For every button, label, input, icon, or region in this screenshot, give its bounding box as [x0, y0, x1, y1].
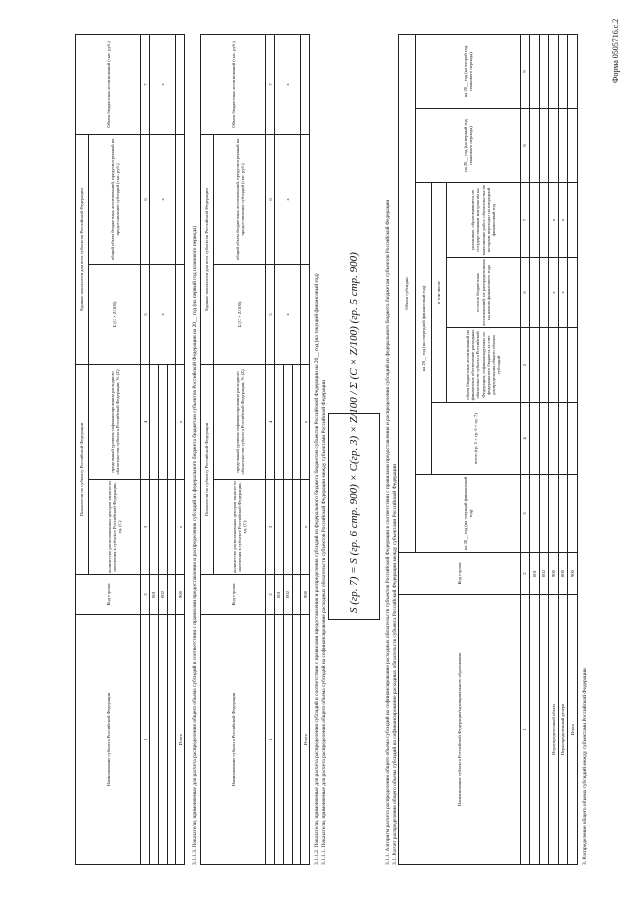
s311-col-sum: Σ (C × Z/100) [214, 264, 266, 364]
s311-col-z: предельный уровень софинансирования расходного обязательства субъекта Российской Федерации, % (Z) [214, 364, 266, 479]
s312-col-code: Код строки [76, 575, 141, 615]
s312-col-c: количество расположенных центров занятости населения в субъекте Российской Федерации, ед. (С) [89, 480, 141, 575]
s311-code-001: 001 [275, 575, 284, 615]
s3-col-name: Наименование субъекта Российской Федерации/муниципального образования [399, 595, 521, 865]
s3-row-empty [539, 595, 549, 865]
s312-col-z: предельный уровень софинансирования расходного обязательства субъекта Российской Федерации, % (Z) [89, 364, 141, 479]
s3-num-6: 6 [520, 258, 530, 328]
section311-sub: 3.1.1.2. Показатели, применяемые для расчета распределения субсидий в соответствии с правилами предоставления и распределения субсидий из федерального бюджета бюджетам субъектов Российской Федерации на 20__ год (на текущий финансовый год) [314, 273, 320, 865]
s3-row-undist: Нераспределенный объем [549, 595, 559, 865]
s3-code-002: 002 [539, 553, 549, 595]
s312-code-001: 001 [150, 575, 159, 615]
s3-code-001: 001 [530, 553, 540, 595]
s3-code-undist: 900 [549, 553, 559, 595]
s3-num-9: 9 [520, 35, 530, 109]
s3-row-empty [530, 595, 540, 865]
s3-code-total: 900 [568, 553, 578, 595]
s311-col-group: Показатели по субъекту Российской Федерации [201, 364, 214, 574]
s3-col-volume: Объем субсидии [399, 35, 416, 553]
s3-num-4: 4 [520, 403, 530, 475]
section311-table: Наименование субъекта Российской Федерации Код строки Показатели по субъекту Российской Федерации Единые показатели для всех субъектов Российской Федерации Объем бюджетных ассигнований (тыс. руб.) количество расположенных центров занятости населения в субъекте Российской Федерации, ед. (С) предельный уровень софинансирования расходного обязательства субъекта Российской Федерации, % (Z) Σ (C × Z/100) общий объем бюджетных ассигнований, предусмотренный на предоставление субсидий (тыс. руб.) 1 2 3 4 5 6 7 001 x x x 002 Итого 900 x x [200, 34, 310, 865]
s311-col-vol2: Объем бюджетных ассигнований (тыс. руб.) [201, 34, 266, 134]
s3-num-5: 5 [520, 328, 530, 403]
s312-col-vol: общий объем бюджетных ассигнований, предусмотренный на предоставление субсидий (тыс. руб.) [89, 134, 141, 264]
section311-heading: 3.1.1.1. Показатели, применяемые для расчета распределения общего объема субсидий на софинансирование расходных обязательств субъектов Российской Федерации между субъектами Российской Федерации [321, 380, 327, 865]
s3-row-reserve: Нераспределенный резерв [558, 595, 568, 865]
s311-col-all: Единые показатели для всех субъектов Российской Федерации [201, 134, 214, 364]
section3-table: Наименование субъекта Российской Федерации/муниципального образования Код строки Объем субсидии на 20__ год (на текущий финансовый год) на 20__ год (на очередной финансовый год) на 20__ год (на первый год планового периода) на 20__ год (на второй год планового периода) всего (гр. 5 + гр. 6 + гр. 7) в том числе объем бюджетных ассигнований на финансовое обеспечение расходных обязательств субъекта Российской Федерации, софинансируемых из федерального бюджета за счет распределения общего объема субсидий остаток бюджетных ассигнований, не распределенных на начало финансового года указанные, образовавшиеся по государственным контрактам на выполнение работ, обязательства по которым переходят на очередной финансовый год 1 2 3 4 5 6 7 8 9 001 002 Нераспределенный объем 900 x x Нераспределенный резерв 800 x x Итого 900 [398, 34, 578, 865]
s312-code-total: 900 [176, 575, 185, 615]
s3-num-1: 1 [520, 595, 530, 865]
s3-col-c: указанные, образовавшиеся по государственным контрактам на выполнение работ, обязательства по которым переходят на очередной финансовый год [446, 183, 520, 258]
s312-col-group: Показатели по субъекту Российской Федерации [76, 364, 89, 574]
s3-col-next: на 20__ год (на очередной финансовый год) [415, 183, 432, 475]
s3-col-b: остаток бюджетных ассигнований, не распределенных на начало финансового года [446, 258, 520, 328]
s311-col-vol: общий объем бюджетных ассигнований, предусмотренный на предоставление субсидий (тыс. руб.) [214, 134, 266, 264]
s3-num-2: 2 [520, 553, 530, 595]
s311-code-total: 900 [301, 575, 310, 615]
s311-code-002: 002 [283, 575, 292, 615]
s3-col-total: всего (гр. 5 + гр. 6 + гр. 7) [432, 403, 520, 475]
section312-heading: 3.1.1.3. Показатели, применяемые для расчета распределения общего объема субсидий в соответствии с правилами предоставления и распределения субсидий из федерального бюджета бюджетам субъектов Российской Федерации на 20__ год (на первый год планового периода) [192, 225, 198, 865]
s3-num-3: 3 [520, 475, 530, 553]
section312-table: Наименование субъекта Российской Федерации Код строки Показатели по субъекту Российской Федерации Единые показатели для всех субъектов Российской Федерации Объем бюджетных ассигнований (тыс. руб.) количество расположенных центров занятости населения в субъекте Российской Федерации, ед. (С) предельный уровень софинансирования расходного обязательства субъекта Российской Федерации, % (Z) Σ (C × Z/100) общий объем бюджетных ассигнований, предусмотренный на предоставление субсидий (тыс. руб.) 1 2 3 4 5 6 7 001 x x x 002 Итого 900 x x [75, 34, 185, 865]
s312-col-vol2: Объем бюджетных ассигнований (тыс. руб.) [76, 34, 141, 134]
section31-heading: 3.1. Расчет распределения общего объема субсидий на софинансирование расходных обязательств субъекта Российской Федерации между субъектами Российской Федерации [392, 464, 398, 865]
s311-col-name: Наименование субъекта Российской Федерации [201, 615, 266, 865]
s312-col-name: Наименование субъекта Российской Федерации [76, 615, 141, 865]
section3-heading: 3. Распределение общего объема субсидий между субъектами Российской Федерации [582, 668, 588, 865]
s311-row-total: Итого [301, 615, 310, 865]
s312-row-total: Итого [176, 615, 185, 865]
s3-row-total: Итого [568, 595, 578, 865]
s3-col-code: Код строки [399, 553, 521, 595]
s3-col-y3: на 20__ год (на второй год планового периода) [415, 35, 520, 109]
section31-sub: 3.1.1. Алгоритм расчета распределения общего объема субсидий на софинансирование расходных обязательств субъектов Российской Федерации в соответствии с правилами предоставления и распределения субсидий из федерального бюджета бюджетам субъектов Российской Федерации [385, 199, 391, 865]
formula-box [328, 252, 380, 620]
s312-col-all: Единые показатели для всех субъектов Российской Федерации [76, 134, 89, 364]
s3-num-7: 7 [520, 183, 530, 258]
s3-col-incl: в том числе [432, 183, 446, 403]
form-code: Форма 0505716.с.2 [611, 18, 620, 83]
s3-code-reserve: 800 [558, 553, 568, 595]
s311-col-c: количество расположенных центров занятости населения в субъекте Российской Федерации, ед. (С) [214, 480, 266, 575]
s3-col-y2: на 20__ год (на первый год планового периода) [415, 109, 520, 183]
s3-col-a: объем бюджетных ассигнований на финансовое обеспечение расходных обязательств субъекта Российской Федерации, софинансируемых из федерального бюджета за счет распределения общего объема субсидий [446, 328, 520, 403]
s312-code-002: 002 [158, 575, 167, 615]
s3-col-year1: на 20__ год (на текущий финансовый год) [415, 475, 520, 553]
s312-col-sum: Σ (C × Z/100) [89, 264, 141, 364]
s311-col-code: Код строки [201, 575, 266, 615]
formula: S (гр. 7) = S (гр. 6 стр. 900) × C(гр. 3) × Z/100 / Σ (C × Z/100) (гр. 5 стр. 900) [348, 252, 360, 613]
s3-num-8: 8 [520, 109, 530, 183]
